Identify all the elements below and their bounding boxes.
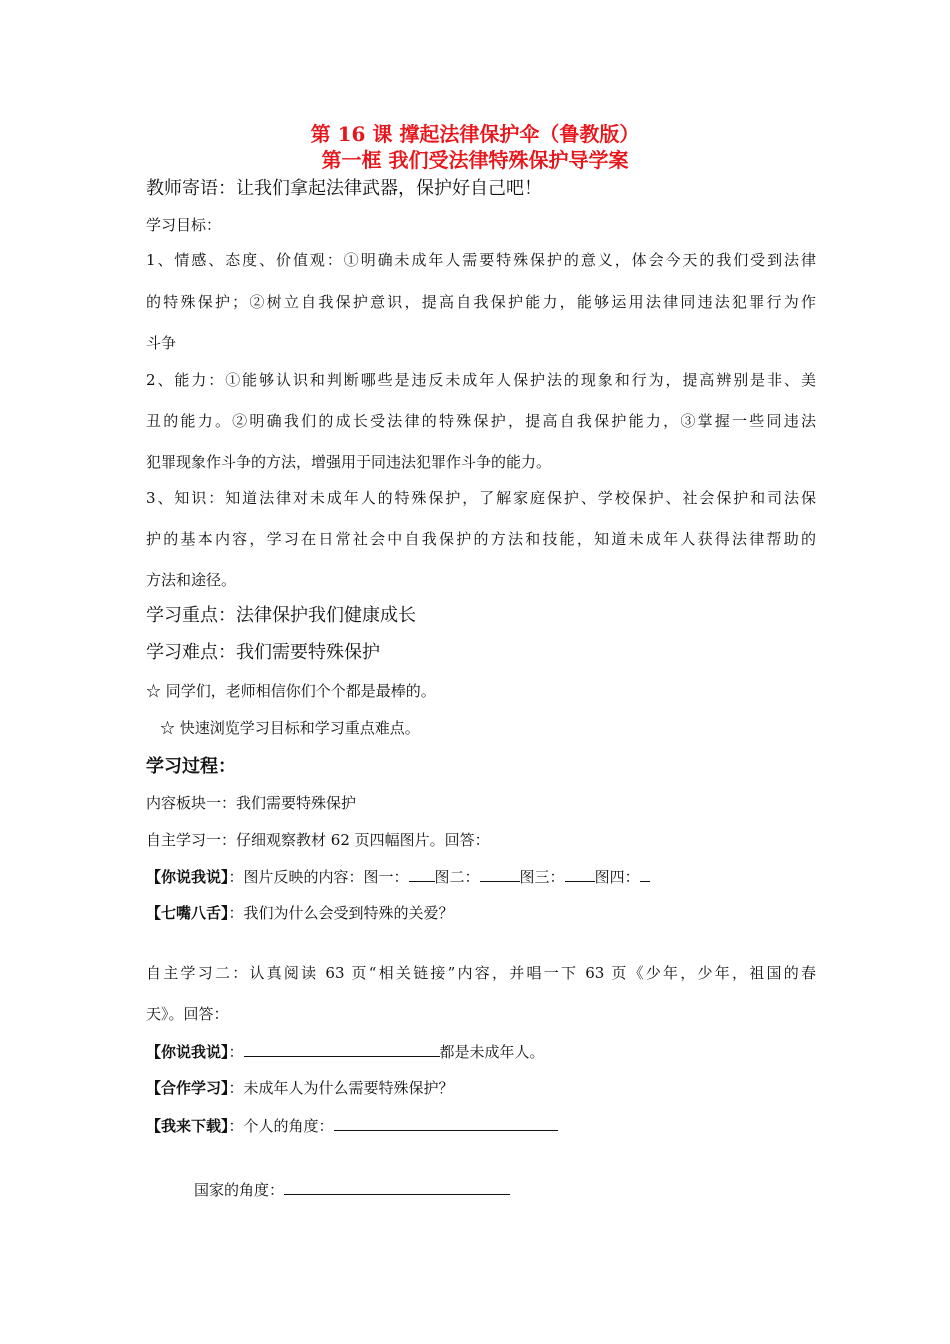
figure-4-label: 图四： bbox=[594, 868, 640, 886]
encouragement-star: ☆ 同学们，老师相信你们个个都是最棒的。 bbox=[146, 682, 436, 700]
key-point: 学习重点：法律保护我们健康成长 bbox=[146, 605, 416, 626]
module-1-heading: 内容板块一：我们需要特殊保护 bbox=[146, 794, 357, 812]
national-row bbox=[194, 1179, 864, 1200]
you-say-1-row bbox=[146, 866, 816, 887]
national-angle-blank[interactable] bbox=[284, 1179, 510, 1195]
browse-star: ☆ 快速浏览学习目标和学习重点难点。 bbox=[160, 719, 420, 737]
download-tag: 【我来下载】 bbox=[146, 1117, 229, 1135]
objectives-heading: 学习目标： bbox=[146, 216, 222, 234]
discuss-row bbox=[146, 903, 816, 923]
download-row bbox=[146, 1115, 816, 1136]
objective-2-line-3: 犯罪现象作斗争的方法，增强用于同违法犯罪作斗争的能力。 bbox=[146, 453, 552, 471]
figure-3-blank[interactable] bbox=[565, 866, 595, 882]
figure-2-blank[interactable] bbox=[480, 866, 520, 882]
you-say-2-row bbox=[146, 1041, 816, 1062]
personal-angle-blank[interactable] bbox=[334, 1115, 558, 1131]
objective-2-line-1: 2、能力：①能够认识和判断哪些是违反未成年人保护法的现象和行为，提高辨别是非、美 bbox=[146, 371, 816, 389]
download-text: ：个人的角度： bbox=[228, 1117, 334, 1135]
objective-3-line-3: 方法和途径。 bbox=[146, 571, 237, 589]
objective-1-line-3: 斗争 bbox=[146, 334, 177, 352]
you-say-2-tag: 【你说我说】 bbox=[146, 1043, 229, 1061]
self-study-1: 自主学习一：仔细观察教材 62 页四幅图片。回答： bbox=[146, 831, 490, 849]
difficult-point: 学习难点：我们需要特殊保护 bbox=[146, 642, 380, 663]
cooperate-row bbox=[146, 1078, 816, 1098]
figure-2-label: 图二： bbox=[434, 868, 480, 886]
cooperate-text: ：未成年人为什么需要特殊保护？ bbox=[228, 1079, 454, 1097]
figure-4-blank[interactable] bbox=[640, 866, 650, 882]
objective-1-line-2: 的特殊保护；②树立自我保护意识，提高自我保护能力，能够运用法律同违法犯罪行为作 bbox=[146, 293, 816, 311]
objective-1-line-1: 1、情感、态度、价值观：①明确未成年人需要特殊保护的意义，体会今天的我们受到法律 bbox=[146, 251, 816, 269]
title-line-1: 第 16 课 撑起法律保护伞（鲁教版） bbox=[310, 122, 640, 146]
teacher-message: 教师寄语：让我们拿起法律武器，保护好自己吧！ bbox=[146, 178, 542, 199]
you-say-2-text: 都是未成年人。 bbox=[439, 1043, 545, 1061]
you-say-1-text: ：图片反映的内容：图一： bbox=[228, 868, 409, 886]
discuss-tag: 【七嘴八舌】 bbox=[146, 904, 229, 922]
objective-3-line-1: 3、知识：知道法律对未成年人的特殊保护，了解家庭保护、学校保护、社会保护和司法保 bbox=[146, 489, 816, 507]
objective-3-line-2: 护的基本内容，学习在日常社会中自我保护的方法和技能，知道未成年人获得法律帮助的 bbox=[146, 530, 816, 548]
figure-3-label: 图三： bbox=[519, 868, 565, 886]
discuss-text: ：我们为什么会受到特殊的关爱？ bbox=[228, 904, 454, 922]
title-line-2: 第一框 我们受法律特殊保护导学案 bbox=[321, 148, 629, 172]
cooperate-tag: 【合作学习】 bbox=[146, 1079, 229, 1097]
national-label: 国家的角度： bbox=[194, 1181, 285, 1199]
minors-blank[interactable] bbox=[244, 1041, 440, 1057]
objective-2-line-2: 丑的能力。②明确我们的成长受法律的特殊保护，提高自我保护能力，③掌握一些同违法 bbox=[146, 412, 816, 430]
self-study-2-line-1: 自主学习二：认真阅读 63 页“相关链接”内容，并唱一下 63 页《少年，少年，祖国的春 bbox=[146, 964, 816, 982]
self-study-2-line-2: 天》。回答： bbox=[146, 1005, 229, 1023]
you-say-2-colon: ： bbox=[228, 1043, 244, 1061]
figure-1-blank[interactable] bbox=[409, 866, 435, 882]
process-heading: 学习过程： bbox=[146, 756, 236, 777]
you-say-1-tag: 【你说我说】 bbox=[146, 868, 229, 886]
